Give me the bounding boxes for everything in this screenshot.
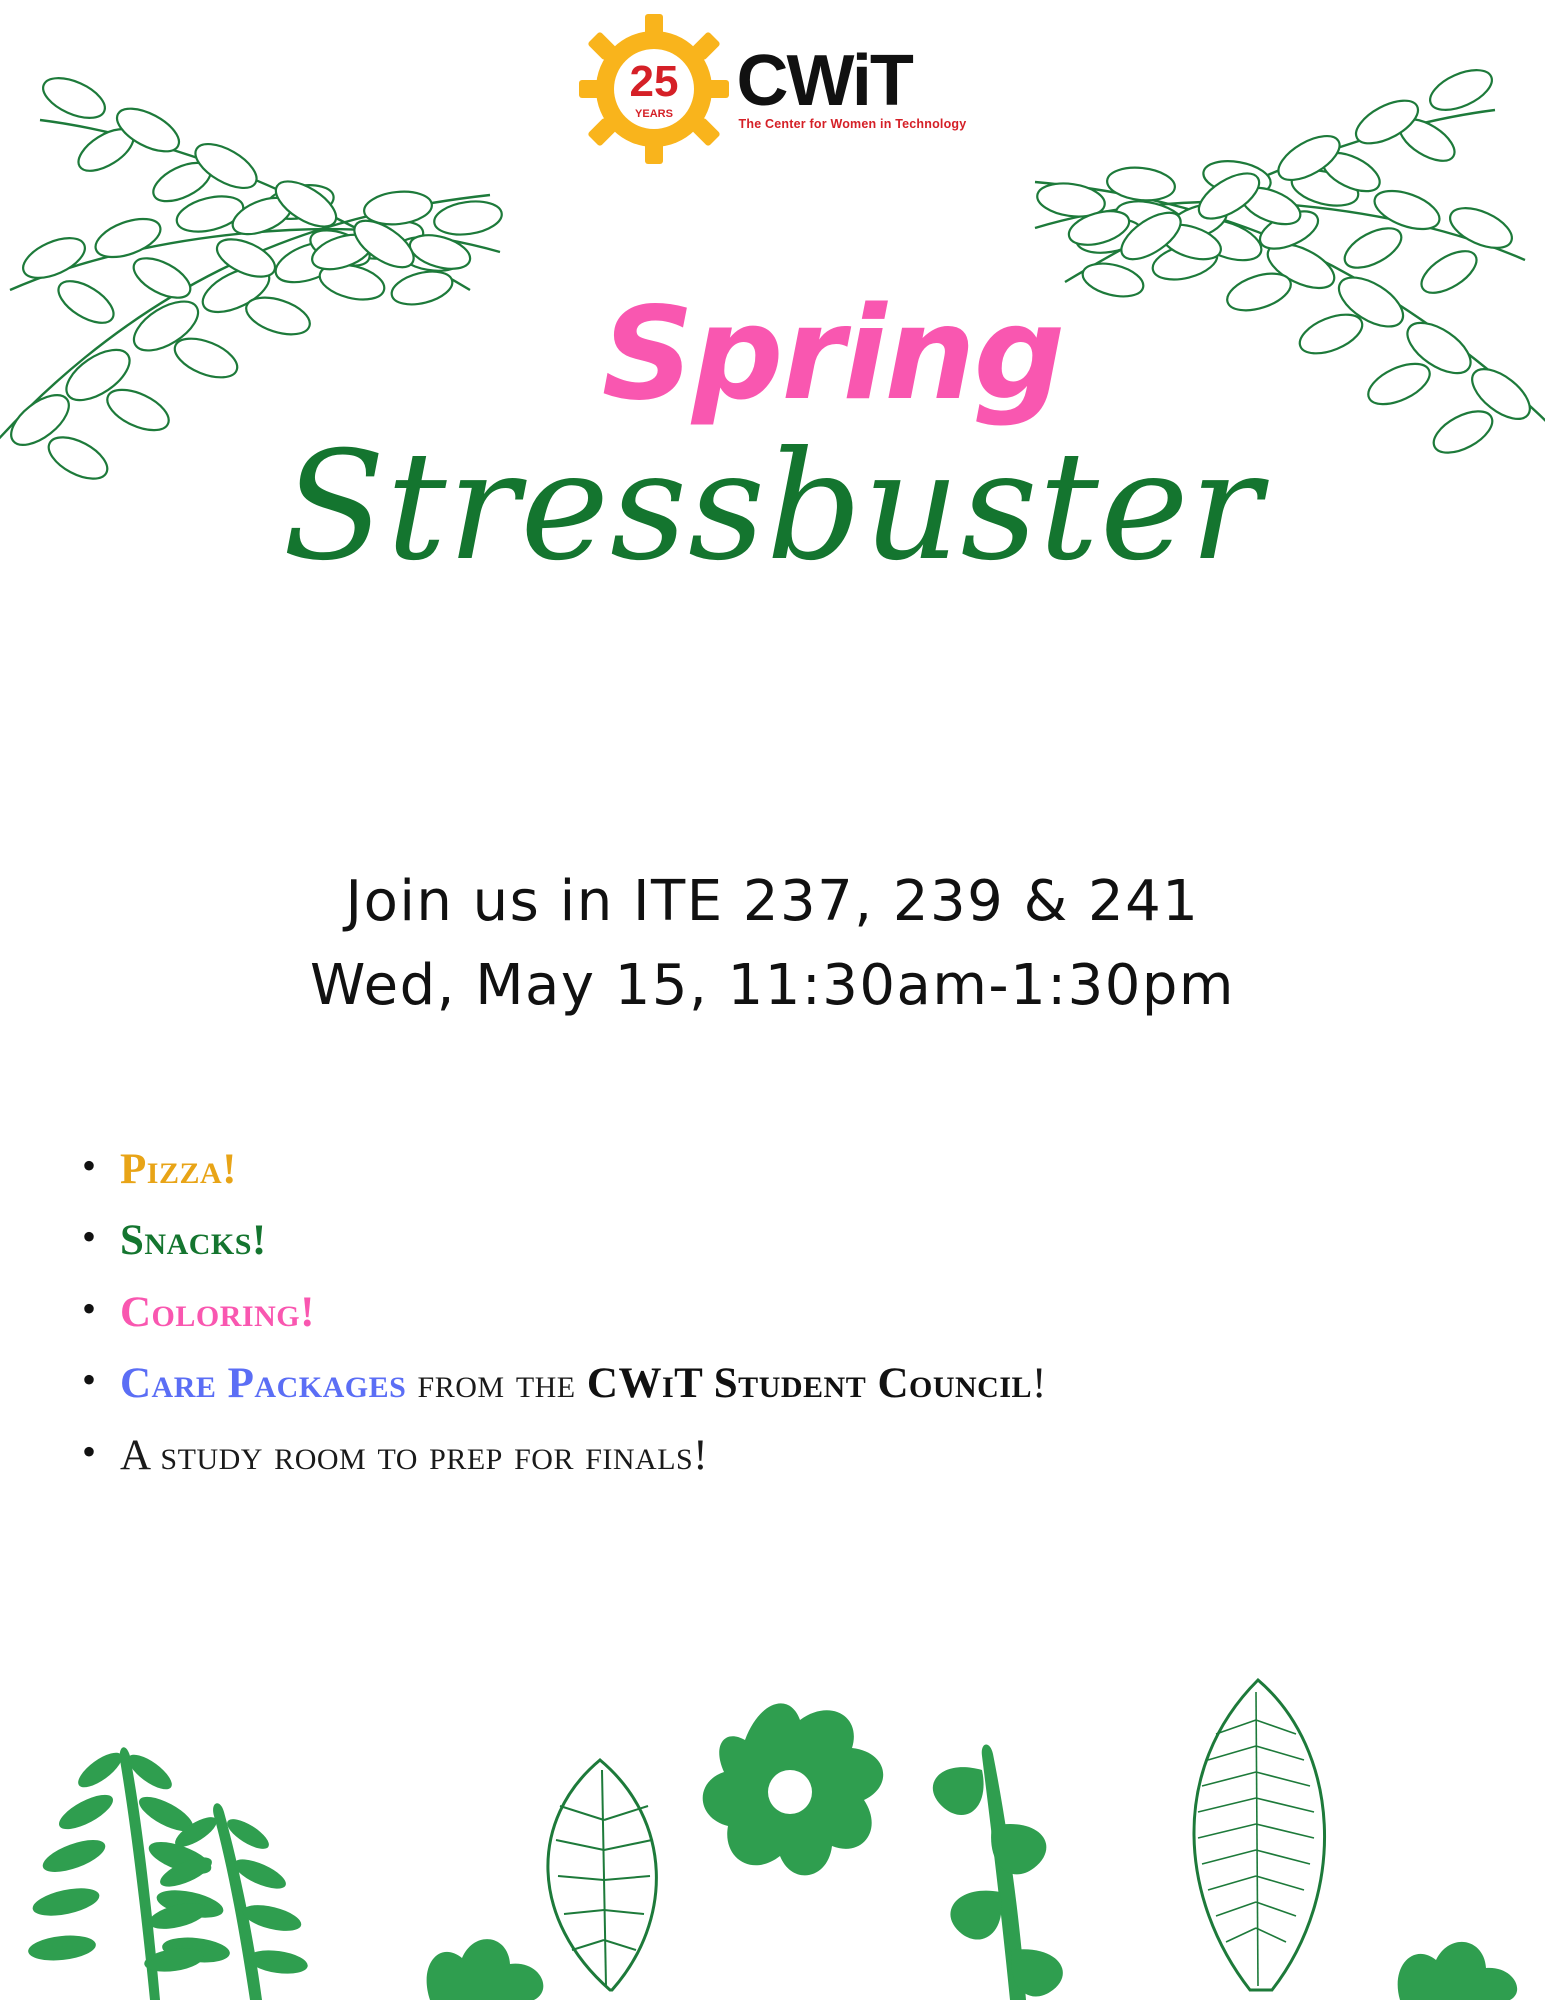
list-item-segment: CWiT Student Council bbox=[586, 1360, 1033, 1408]
list-item-segment: Coloring! bbox=[120, 1288, 315, 1336]
cwit-logo bbox=[563, 14, 983, 164]
list-item-segment: Care Packages bbox=[120, 1360, 407, 1408]
list-item bbox=[120, 1216, 1545, 1265]
offerings-list bbox=[70, 1145, 1545, 1502]
logo-wordmark bbox=[736, 40, 967, 132]
list-item bbox=[120, 1431, 1545, 1480]
list-item bbox=[120, 1359, 1545, 1408]
logo-badge-sub: YEARS bbox=[634, 108, 673, 120]
list-item-segment: ! bbox=[1032, 1360, 1047, 1408]
title-spring: Spring bbox=[601, 280, 1064, 429]
logo-name-text: CWiT bbox=[736, 40, 912, 121]
list-item bbox=[120, 1288, 1545, 1337]
event-time-line: Wed, May 15, 11:30am-1:30pm bbox=[310, 953, 1235, 1018]
botanical-decoration-bottom bbox=[0, 1520, 1545, 2000]
list-item bbox=[120, 1145, 1545, 1194]
event-details bbox=[0, 860, 1545, 1028]
title-stressbuster: Stressbuster bbox=[282, 420, 1263, 594]
cwit-gear-icon bbox=[579, 14, 729, 164]
logo-badge-number: 25 bbox=[629, 57, 679, 106]
event-location-line: Join us in ITE 237, 239 & 241 bbox=[345, 869, 1200, 934]
logo-tagline: The Center for Women in Technology bbox=[738, 117, 967, 132]
list-item-segment: Pizza! bbox=[120, 1146, 237, 1193]
list-item-segment: from the bbox=[406, 1360, 587, 1408]
logo-name bbox=[736, 40, 912, 121]
list-item-segment: A study room to prep for finals! bbox=[120, 1431, 709, 1479]
list-item-segment: Snacks! bbox=[120, 1217, 267, 1265]
